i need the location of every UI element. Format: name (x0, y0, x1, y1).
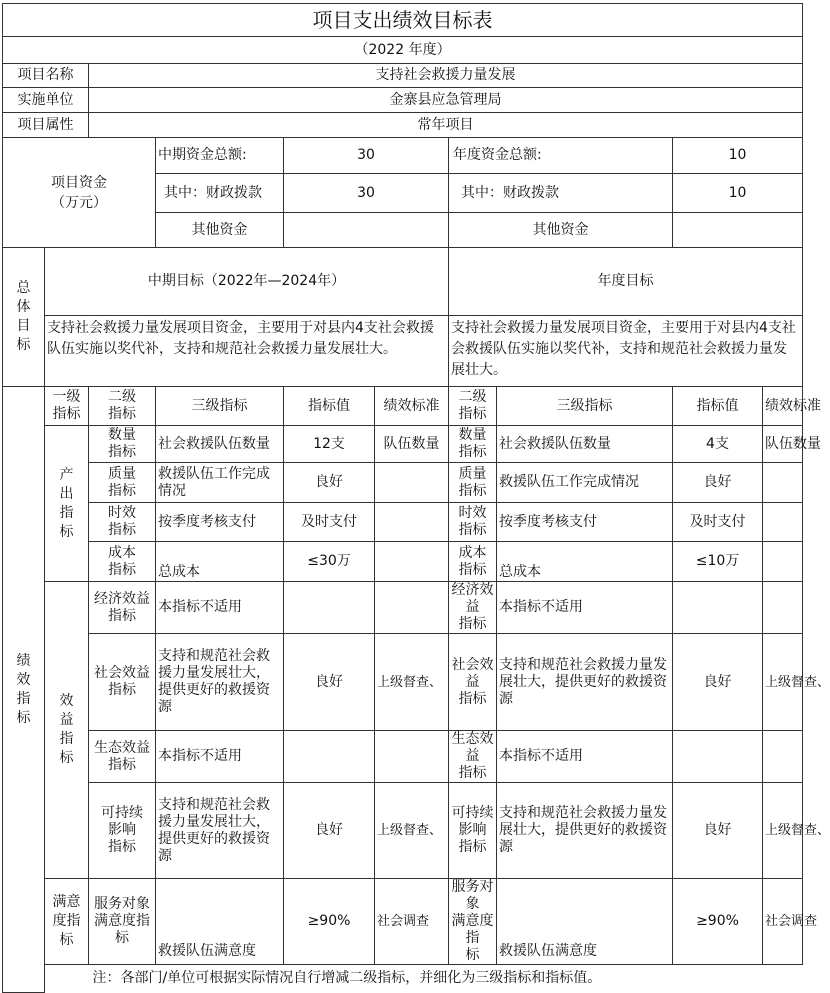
row-0-annual-l3: 社会救援队伍数量 (497, 426, 673, 463)
row-8-value: ≥90% (284, 879, 375, 965)
row-8-l3: 救援队伍满意度 (156, 879, 284, 965)
row-4-l2-text: 经济效益 指标 (94, 590, 150, 624)
annual-total-label: 年度资金总额: (449, 138, 673, 174)
row-7-standard: 上级督查、 (375, 783, 449, 879)
row-4-l3: 本指标不适用 (156, 582, 284, 634)
row-4-annual-l2-text: 经济效益 指标 (451, 582, 494, 632)
row-2-l2-text: 时效 指标 (108, 505, 136, 538)
row-8-l2-text: 服务对象 满意度指 标 (94, 896, 150, 946)
annual-other-value (673, 213, 803, 248)
row-4-annual-l2 (449, 582, 497, 634)
row-7-l3: 支持和规范社会救援力量发展壮大，提供更好的救援资源 (156, 783, 284, 879)
header-annual-level3: 三级指标 (497, 387, 673, 426)
row-6-annual-l2 (449, 731, 497, 783)
header-level2 (89, 387, 156, 426)
row-8-annual-l2 (449, 879, 497, 965)
row-1-l2-text: 质量 指标 (108, 465, 136, 499)
row-8-standard: 社会调查 (375, 879, 449, 965)
row-2-l3: 按季度考核支付 (156, 503, 284, 542)
row-3-l3: 总成本 (156, 542, 284, 582)
output-indicators-label-text: 产 出 指 标 (59, 466, 74, 540)
row-4-standard (375, 582, 449, 634)
row-5-annual-l2 (449, 634, 497, 731)
row-5-l2-text: 社会效益 指标 (94, 665, 150, 698)
row-3-annual-l2-text: 成本 指标 (458, 544, 487, 578)
row-4-value (284, 582, 375, 634)
row-1-annual-value: 良好 (673, 463, 763, 503)
satisfaction-indicators-label (45, 879, 89, 965)
row-1-annual-l3: 救援队伍工作完成情况 (497, 463, 673, 503)
row-3-annual-l3: 总成本 (497, 542, 673, 582)
row-5-annual-l3: 支持和规范社会救援力量发展壮大，提供更好的救援资源 (497, 634, 673, 731)
row-1-annual-l2 (449, 463, 497, 503)
row-2-standard (375, 503, 449, 542)
row-0-annual-value: 4支 (673, 426, 763, 463)
funds-label-text: 项目资金 （万元） (51, 174, 107, 211)
row-8-annual-l3: 救援队伍满意度 (497, 879, 673, 965)
row-3-standard (375, 542, 449, 582)
row-0-annual-l2-text: 数量 指标 (458, 427, 487, 460)
row-7-annual-value: 良好 (673, 783, 763, 879)
satisfaction-indicators-label-text: 满意 度指 标 (52, 894, 81, 948)
row-8-l2 (89, 879, 156, 965)
annual-goal-header: 年度目标 (449, 248, 803, 316)
row-1-value: 良好 (284, 463, 375, 503)
row-2-annual-l2 (449, 503, 497, 542)
page-title: 项目支出绩效目标表 (3, 4, 803, 37)
year-label: （2022 年度） (3, 37, 803, 64)
row-1-l3: 救援队伍工作完成情况 (156, 463, 284, 503)
row-6-annual-l3: 本指标不适用 (497, 731, 673, 783)
row-7-annual-l3: 支持和规范社会救援力量发展壮大，提供更好的救援资源 (497, 783, 673, 879)
benefit-indicators-label (45, 582, 89, 879)
row-3-l2-text: 成本 指标 (108, 544, 136, 578)
row-6-l2-text: 生态效益 指标 (94, 739, 150, 773)
row-5-l2 (89, 634, 156, 731)
mid-goal-text: 支持社会救援力量发展项目资金，主要用于对县内4支社会救援队伍实施以奖代补，支持和规范社会救援力量发展壮大。 (45, 316, 449, 387)
row-1-annual-standard (763, 463, 803, 503)
annual-other-label: 其他资金 (449, 213, 673, 248)
annual-total-value: 10 (673, 138, 803, 174)
row-3-annual-l2 (449, 542, 497, 582)
footnote: 注：各部门/单位可根据实际情况自行增减二级指标，并细化为三级指标和指标值。 (89, 965, 803, 993)
row-2-annual-standard (763, 503, 803, 542)
unit-label: 实施单位 (3, 88, 89, 113)
row-2-value: 及时支付 (284, 503, 375, 542)
row-1-annual-l2-text: 质量 指标 (458, 465, 487, 499)
row-0-annual-standard: 队伍数量 (763, 426, 803, 463)
row-7-l2 (89, 783, 156, 879)
mid-other-label: 其他资金 (156, 213, 284, 248)
annual-goal-text: 支持社会救援力量发展项目资金，主要用于对县内4支社会救援队伍实施以奖代补，支持和规范社会救援力量发展壮大。 (449, 316, 803, 387)
attribute-value: 常年项目 (89, 113, 803, 138)
mid-fiscal-value: 30 (284, 174, 449, 213)
row-5-annual-standard: 上级督查、 (763, 634, 803, 731)
header-value: 指标值 (284, 387, 375, 426)
row-2-annual-l3: 按季度考核支付 (497, 503, 673, 542)
header-level3: 三级指标 (156, 387, 284, 426)
unit-value: 金寨县应急管理局 (89, 88, 803, 113)
mid-goal-header: 中期目标（2022年—2024年） (45, 248, 449, 316)
indicators-label-text: 绩 效 指 标 (16, 652, 31, 726)
performance-table (2, 3, 830, 993)
row-5-l3: 支持和规范社会救援力量发展壮大，提供更好的救援资源 (156, 634, 284, 731)
project-name-value: 支持社会救援力量发展 (89, 64, 803, 88)
row-7-l2-text: 可持续 影响 指标 (101, 805, 143, 855)
row-2-l2 (89, 503, 156, 542)
row-6-annual-value (673, 731, 763, 783)
row-7-annual-l2-text: 可持续 影响 指标 (451, 805, 494, 855)
row-0-l2-text: 数量 指标 (108, 427, 136, 460)
annual-fiscal-value: 10 (673, 174, 803, 213)
row-8-annual-l2-text: 服务对象 满意度指 标 (451, 879, 494, 963)
header-standard: 绩效标准 (375, 387, 449, 426)
row-7-value: 良好 (284, 783, 375, 879)
mid-fiscal-label: 其中：财政拨款 (156, 174, 284, 213)
benefit-indicators-label-text: 效 益 指 标 (59, 693, 74, 766)
row-0-l2 (89, 426, 156, 463)
row-5-annual-value: 良好 (673, 634, 763, 731)
row-8-annual-value: ≥90% (673, 879, 763, 965)
row-0-value: 12支 (284, 426, 375, 463)
note-spacer (45, 965, 89, 993)
row-2-annual-l2-text: 时效 指标 (458, 505, 487, 538)
row-4-annual-value (673, 582, 763, 634)
row-5-value: 良好 (284, 634, 375, 731)
row-8-annual-standard: 社会调查 (763, 879, 803, 965)
row-0-standard: 队伍数量 (375, 426, 449, 463)
row-6-l2 (89, 731, 156, 783)
row-3-l2 (89, 542, 156, 582)
output-indicators-label (45, 426, 89, 582)
row-2-annual-value: 及时支付 (673, 503, 763, 542)
row-0-l3: 社会救援队伍数量 (156, 426, 284, 463)
row-7-annual-l2 (449, 783, 497, 879)
header-annual-standard: 绩效标准 (763, 387, 803, 426)
row-7-annual-standard: 上级督查、 (763, 783, 803, 879)
overall-goal-label-text: 总 体 目 标 (16, 280, 31, 353)
row-3-value: ≤30万 (284, 542, 375, 582)
row-4-l2 (89, 582, 156, 634)
funds-label (3, 138, 156, 248)
row-6-l3: 本指标不适用 (156, 731, 284, 783)
row-0-annual-l2 (449, 426, 497, 463)
mid-total-label: 中期资金总额: (156, 138, 284, 174)
indicators-label (3, 387, 45, 993)
header-annual-value: 指标值 (673, 387, 763, 426)
annual-fiscal-label: 其中：财政拨款 (449, 174, 673, 213)
attribute-label: 项目属性 (3, 113, 89, 138)
row-6-standard (375, 731, 449, 783)
row-6-annual-l2-text: 生态效益 指标 (451, 731, 494, 781)
row-3-annual-value: ≤10万 (673, 542, 763, 582)
header-level2-text: 二级 指标 (108, 389, 136, 422)
row-5-annual-l2-text: 社会效益 指标 (451, 656, 494, 707)
header-level1-text: 一级 指标 (52, 389, 81, 422)
mid-other-value (284, 213, 449, 248)
row-6-value (284, 731, 375, 783)
row-6-annual-standard (763, 731, 803, 783)
header-annual-level2-text: 二级 指标 (458, 389, 487, 422)
overall-goal-label (3, 248, 45, 387)
mid-total-value: 30 (284, 138, 449, 174)
row-4-annual-l3: 本指标不适用 (497, 582, 673, 634)
project-name-label: 项目名称 (3, 64, 89, 88)
header-level1 (45, 387, 89, 426)
header-annual-level2 (449, 387, 497, 426)
row-5-standard: 上级督查、 (375, 634, 449, 731)
row-1-standard (375, 463, 449, 503)
row-4-annual-standard (763, 582, 803, 634)
row-3-annual-standard (763, 542, 803, 582)
row-1-l2 (89, 463, 156, 503)
